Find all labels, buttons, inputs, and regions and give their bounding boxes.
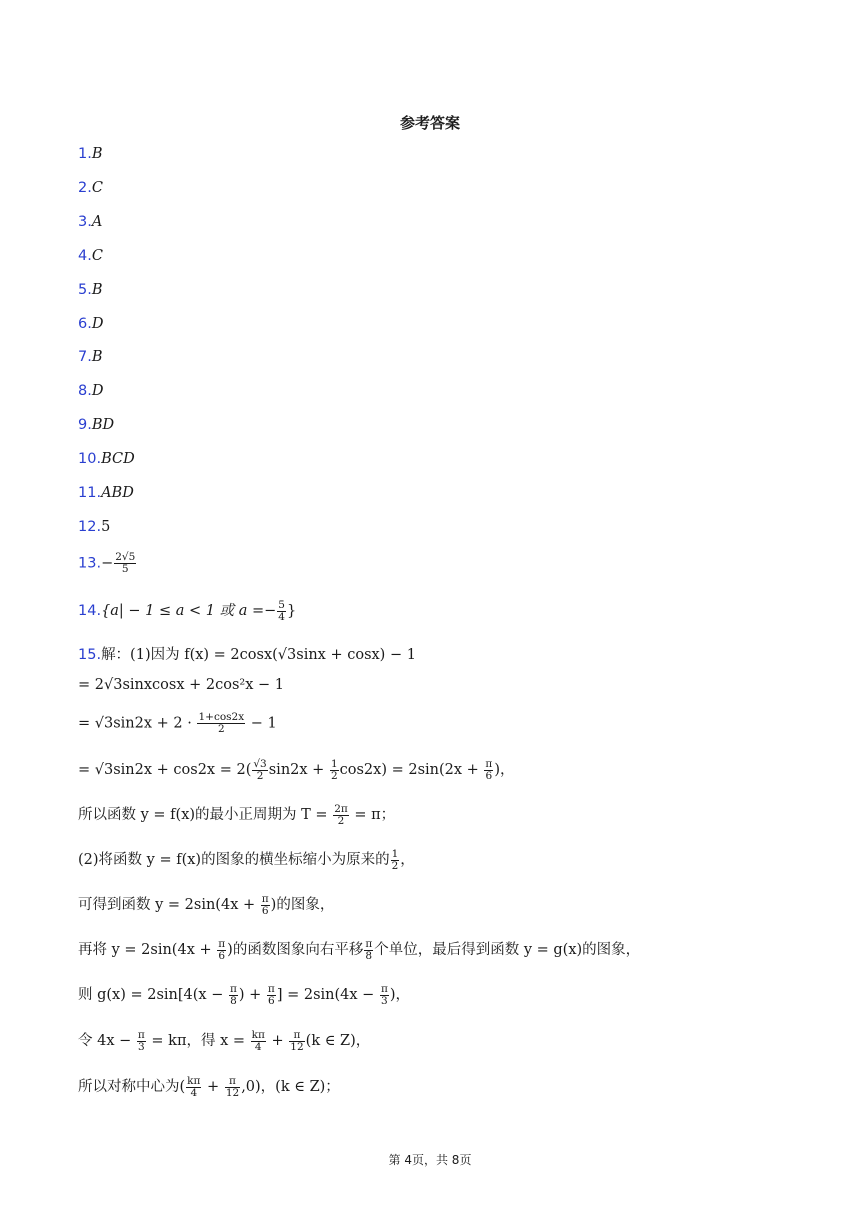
set-expression: {a| − 1 ≤ a < 1 或 a =− [101, 603, 277, 619]
answer-number: 1. [78, 146, 92, 162]
solution-line: 可得到函数 y = 2sin(4x + $\frac{\pi}{6}$ )的图象， [78, 892, 335, 917]
answer-item [78, 282, 103, 298]
fraction: $\frac{\pi}{12}$ [290, 1028, 304, 1053]
answer-value: BD [91, 417, 115, 433]
solution-line: = 2√3sinxcosx + 2cos²x − 1 [78, 677, 284, 693]
page-title: 参考答案 [399, 114, 460, 132]
answer-number: 4. [78, 248, 92, 264]
solution-line: 15.解：(1)因为 f(x) = 2cosx(√3sinx + cosx) − 1 [78, 647, 416, 663]
answer-item [78, 417, 114, 433]
fraction: $\frac{5}{4}$ [278, 598, 285, 623]
fraction: $\frac{\pi}{3}$ [380, 982, 388, 1007]
fraction: $\frac{\pi}{6}$ [261, 892, 269, 917]
answer-value: D [91, 383, 104, 399]
answer-number: 5. [78, 282, 92, 298]
answer-number: 8. [78, 383, 92, 399]
answer-item [78, 485, 134, 501]
solution-line: 令 4x − $\frac{\pi}{3}$ = kπ，得 x = $\frac{k\pi}{4}$ + $\frac{\pi}{12}$ (k ∈ Z)， [78, 1028, 371, 1053]
answer-item-13 [78, 552, 137, 575]
fraction: $\frac{k\pi}{4}$ [251, 1028, 265, 1053]
answer-number: 2. [78, 180, 92, 196]
answer-number: 12. [78, 519, 102, 535]
answer-item [78, 316, 103, 332]
fraction: $\frac{\pi}{8}$ [229, 982, 237, 1007]
answer-item [78, 146, 103, 162]
answer-number: 10. [78, 451, 102, 467]
solution-line: = √3sin2x + cos2x = 2( $\frac{√3}{2}$ sin2x + $\frac{1}{2}$ cos2x) = 2sin(2x + $\frac{\pi}{6}$ )， [78, 757, 515, 782]
fraction: $\frac{1+\cos 2x}{2}$ [198, 711, 245, 735]
solution-line: (2)将函数 y = f(x)的图象的横坐标缩小为原来的 $\frac{1}{2}$ ， [78, 847, 415, 872]
answer-value: C [91, 180, 103, 196]
answer-value: A [91, 214, 103, 230]
answer-value: BCD [101, 451, 135, 467]
solution-line: 再将 y = 2sin(4x + $\frac{\pi}{6}$ )的函数图象向右平移 $\frac{\pi}{8}$ 个单位，最后得到函数 y = g(x)的图象， [78, 937, 641, 962]
answer-number: 9. [78, 417, 92, 433]
fraction: $\frac{1}{2}$ [330, 757, 338, 782]
answer-item [78, 180, 103, 196]
fraction: $\frac{2√5}{5}$ [115, 551, 136, 575]
solution-line: 所以函数 y = f(x)的最小正周期为 T = $\frac{2\pi}{2}$ = π； [78, 802, 396, 827]
answer-number: 15. [78, 647, 102, 663]
fraction: $\frac{√3}{2}$ [253, 757, 267, 782]
fraction: $\frac{\pi}{8}$ [365, 937, 373, 962]
answer-value: D [91, 316, 104, 332]
fraction: $\frac{k\pi}{4}$ [187, 1074, 201, 1099]
answer-number: 11. [78, 485, 102, 501]
answer-item [78, 451, 135, 467]
solution-line: 所以对称中心为( $\frac{k\pi}{4}$ + $\frac{\pi}{12}$ ,0)，(k ∈ Z)； [78, 1074, 340, 1099]
fraction: $\frac{\pi}{6}$ [267, 982, 275, 1007]
answer-value: ABD [101, 485, 134, 501]
answer-item-14: 14.{a| − 1 ≤ a < 1 或 a =− $\frac{5}{4}$ } [78, 598, 297, 623]
answer-item [78, 349, 103, 365]
answer-number: 7. [78, 349, 92, 365]
answer-value: B [91, 146, 103, 162]
answer-item [78, 519, 110, 535]
answer-number: 3. [78, 214, 92, 230]
minus-sign: − [101, 555, 114, 572]
answer-number: 6. [78, 316, 92, 332]
answer-number: 14. [78, 603, 102, 619]
solution-line: 则 g(x) = 2sin[4(x − $\frac{\pi}{8}$ ) + $\frac{\pi}{6}$ ] = 2sin(4x − $\frac{\pi}{3}$ )， [78, 982, 411, 1007]
answer-item [78, 383, 103, 399]
answer-value: B [91, 349, 103, 365]
answer-value: C [91, 248, 103, 264]
fraction: $\frac{2\pi}{2}$ [334, 802, 348, 827]
answer-value: B [91, 282, 103, 298]
fraction: $\frac{\pi}{12}$ [225, 1074, 240, 1099]
answer-item [78, 248, 103, 264]
fraction: $\frac{1}{2}$ [391, 847, 399, 872]
solution-line: = √3sin2x + 2 · $\frac{1+\cos 2x}{2}$ − 1 [78, 711, 277, 735]
page-footer: 第 4页，共 8页 [388, 1153, 472, 1167]
answer-number: 13. [78, 555, 102, 572]
fraction: $\frac{\pi}{6}$ [485, 757, 493, 782]
fraction: $\frac{\pi}{3}$ [137, 1028, 145, 1053]
fraction: $\frac{\pi}{6}$ [218, 937, 226, 962]
answer-value: 5 [101, 519, 111, 535]
answer-item [78, 214, 102, 230]
